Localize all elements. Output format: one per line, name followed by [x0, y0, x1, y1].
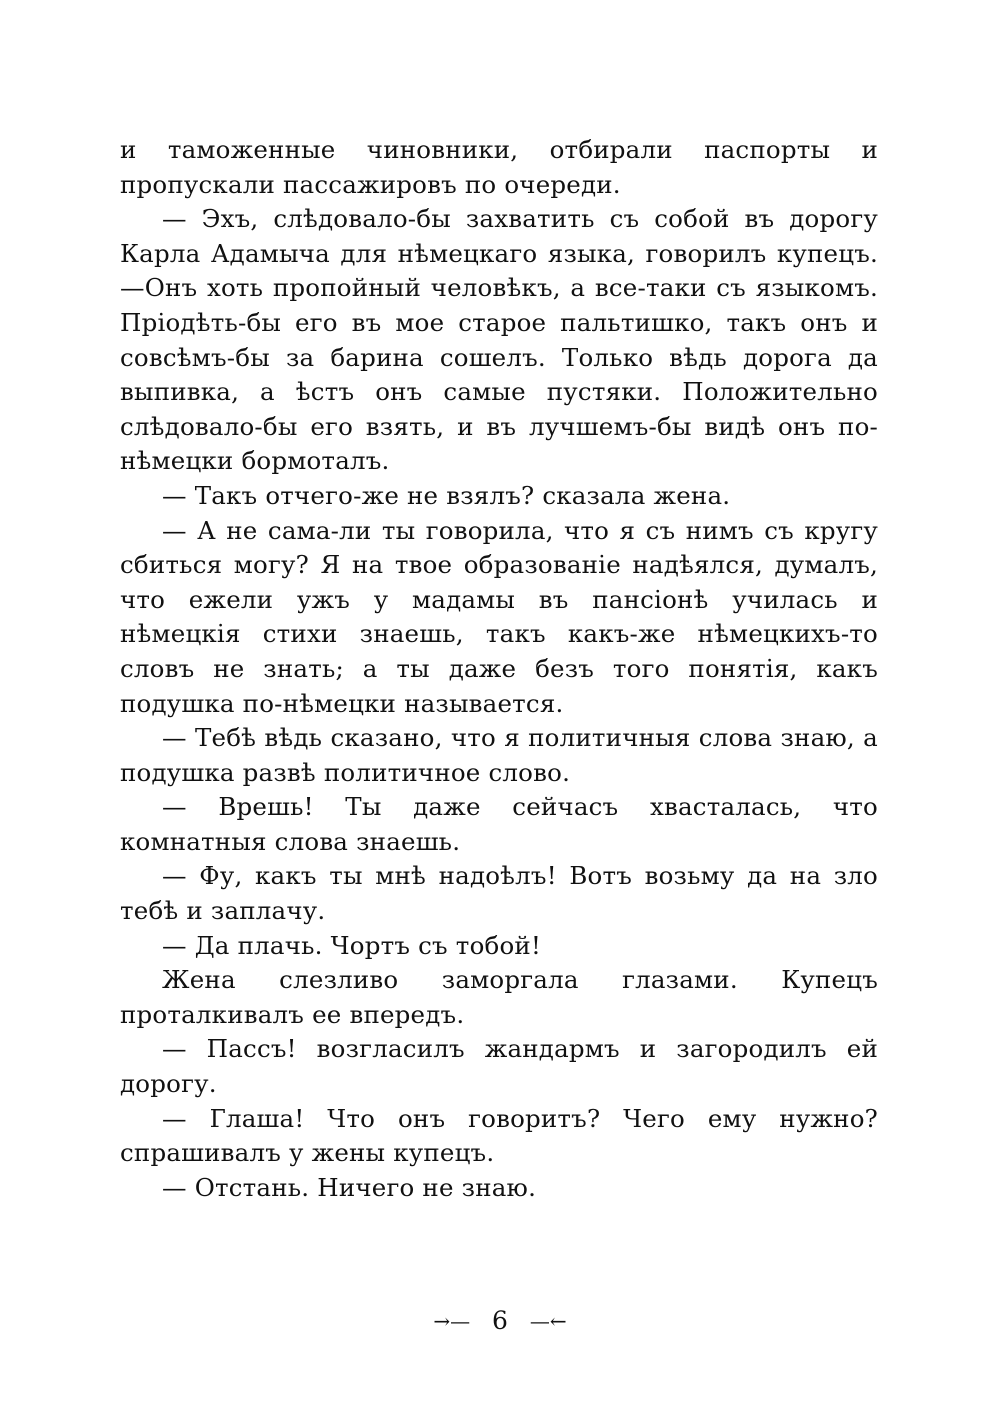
paragraph: Жена слезливо заморгала глазами. Купецъ проталкивалъ ее впередъ.: [120, 965, 878, 1029]
paragraph: и таможенные чиновники, отбирали паспорты и пропускали пассажировъ по очереди.: [120, 135, 878, 199]
paragraph: — Эхъ, слѣдовало-бы захватить съ собой въ дорогу Карла Адамыча для нѣмецкаго языка, говорилъ купецъ.—Онъ хоть пропойный человѣкъ, а все-таки съ языкомъ. Пріодѣть-бы его въ мое старое пальтишко, такъ онъ и совсѣмъ-бы за барина сошелъ. Только вѣдь дорога да выпивка, а ѣстъ онъ самые пустяки. Положительно слѣдовало-бы его взять, и въ лучшемъ-бы видѣ онъ по-нѣмецки бормоталъ.: [120, 204, 878, 476]
paragraph: — Отстань. Ничего не знаю.: [162, 1172, 537, 1202]
ornament-right-icon: —←: [529, 1308, 567, 1333]
paragraph: — Глаша! Что онъ говоритъ? Чего ему нужно? спрашивалъ у жены купецъ.: [120, 1103, 878, 1168]
paragraph: — Врешь! Ты даже сейчасъ хвасталась, что комнатныя слова знаешь.: [120, 792, 878, 856]
body-text: [120, 133, 878, 1205]
page-number: 6: [492, 1306, 508, 1335]
paragraph: — Пассъ! возгласилъ жандармъ и загородилъ ей дорогу.: [120, 1034, 878, 1099]
ornament-left-icon: →—: [433, 1308, 471, 1333]
paragraph: — Да плачь. Чортъ съ тобой!: [162, 930, 541, 960]
paragraph: — Фу, какъ ты мнѣ надоѣлъ! Вотъ возьму да на зло тебѣ и заплачу.: [120, 861, 878, 926]
paragraph: — Тебѣ вѣдь сказано, что я политичныя слова знаю, а подушка развѣ политичное слово.: [120, 723, 878, 787]
paragraph: — Такъ отчего-же не взялъ? сказала жена.: [162, 480, 731, 510]
paragraph: — А не сама-ли ты говорила, что я съ нимъ съ кругу сбиться могу? Я на твое образованіе надѣялся, думалъ, что ежели ужъ у мадамы въ пансіонѣ училась и нѣмецкія стихи знаешь, такъ какъ-же нѣмецкихъ-то словъ не знать; а ты даже безъ того понятія, какъ подушка по-нѣмецки называется.: [120, 515, 878, 718]
page-footer: [0, 1304, 1000, 1335]
